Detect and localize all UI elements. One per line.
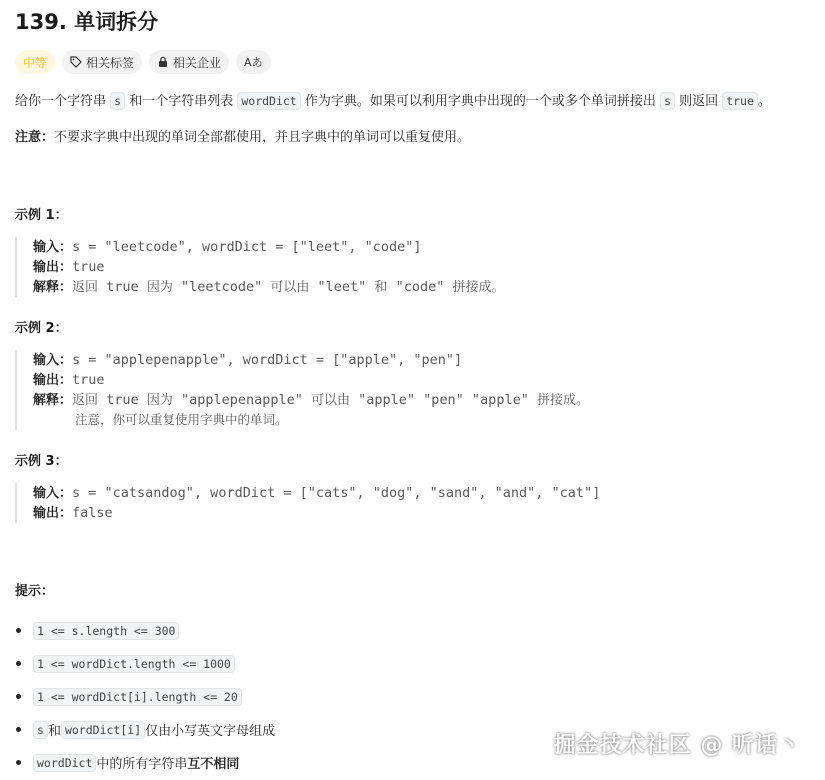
translate-icon: Aあ [244, 56, 263, 69]
tag-icon [70, 56, 82, 68]
example-3-block [15, 483, 600, 523]
explain-text: 返回 [72, 280, 99, 295]
topics-label: 相关标签 [86, 55, 135, 70]
explain-note-line: 注意，你可以重复使用字典中的单词。 [75, 412, 288, 427]
desc-text: 则返回 [674, 94, 723, 109]
topics-tag-button[interactable] [62, 50, 142, 74]
explain-text: 因为 [146, 280, 173, 295]
inline-code: s [110, 92, 125, 110]
desc-text: 作为字典。如果可以利用字典中出现的一个或多个单词拼接出 [300, 94, 660, 109]
example-explain-line [33, 390, 589, 410]
note-paragraph [15, 128, 470, 148]
inline-code: true [722, 92, 758, 110]
example-2-block [15, 350, 589, 430]
watermark: 掘金技术社区 @ 听话丶 [553, 733, 801, 758]
output-label: 输出： [33, 260, 73, 275]
constraint-text: 仅由小写英文字母组成 [145, 724, 276, 739]
explain-text: 返回 [72, 393, 99, 408]
constraint-emphasis: 互不相同 [187, 757, 240, 772]
explain-text: 可以由 [311, 393, 351, 408]
constraint-code: 1 <= wordDict[i].length <= 20 [33, 688, 242, 706]
difficulty-badge [15, 50, 55, 74]
example-2-heading: 示例 2： [15, 321, 68, 336]
note-text: 不要求字典中出现的单词全部都使用，并且字典中的单词可以重复使用。 [54, 130, 471, 145]
note-label: 注意： [15, 130, 55, 145]
example-output-line [33, 503, 600, 523]
input-label: 输入： [33, 353, 73, 368]
inline-code: s [660, 92, 675, 110]
constraint-text: 和 [47, 724, 61, 739]
output-value: true [72, 372, 105, 388]
constraint-code: s [33, 721, 48, 739]
desc-text: 。 [757, 94, 771, 109]
output-label: 输出： [33, 373, 73, 388]
explain-code: "apple" "pen" "apple" [350, 392, 537, 408]
constraint-item [15, 680, 275, 713]
constraint-code: 1 <= s.length <= 300 [33, 622, 179, 640]
output-value: false [72, 505, 113, 521]
example-input-line [33, 237, 504, 257]
tag-bar [15, 50, 271, 74]
constraints-list [15, 614, 275, 779]
explain-text: 可以由 [270, 280, 310, 295]
explain-label: 解释： [33, 393, 73, 408]
example-input-line [33, 483, 600, 503]
problem-description [15, 91, 771, 112]
companies-tag-button[interactable] [149, 50, 229, 74]
input-label: 输入： [33, 240, 73, 255]
constraint-item [15, 713, 275, 746]
example-3-heading: 示例 3： [15, 454, 68, 469]
input-value: s = "applepenapple", wordDict = ["apple", "pen"] [72, 352, 463, 368]
explain-text: 和 [374, 280, 388, 295]
explain-text: 拼接成。 [536, 393, 589, 408]
translate-font-button[interactable] [236, 50, 271, 74]
input-value: s = "catsandog", wordDict = ["cats", "dog", "sand", "and", "cat"] [72, 485, 601, 501]
output-value: true [72, 259, 105, 275]
desc-text: 给你一个字符串 [15, 94, 111, 109]
constraint-item [15, 647, 275, 680]
constraint-code: wordDict[i] [61, 721, 145, 739]
explain-text: 因为 [146, 393, 173, 408]
example-1-block [15, 237, 504, 297]
explain-code: "applepenapple" [172, 392, 311, 408]
example-explain-line [33, 277, 504, 297]
example-1-heading: 示例 1： [15, 208, 68, 223]
example-output-line [33, 370, 589, 390]
lock-icon [157, 56, 169, 68]
constraint-text: 中的所有字符串 [96, 757, 188, 772]
constraints-heading: 提示： [15, 584, 55, 599]
input-label: 输入： [33, 486, 73, 501]
explain-label: 解释： [33, 280, 73, 295]
constraint-item [15, 614, 275, 647]
explain-code: "leetcode" [172, 279, 271, 295]
companies-label: 相关企业 [173, 55, 222, 70]
difficulty-label: 中等 [23, 55, 48, 70]
explain-code: "code" [387, 279, 453, 295]
constraint-item [15, 746, 275, 779]
explain-code: true [98, 392, 147, 408]
desc-text: 和一个字符串列表 [125, 94, 238, 109]
inline-code: wordDict [237, 92, 300, 110]
constraint-code: wordDict [33, 754, 96, 772]
example-output-line [33, 257, 504, 277]
explain-code: true [98, 279, 147, 295]
problem-title: 139. 单词拆分 [15, 10, 159, 34]
constraint-code: 1 <= wordDict.length <= 1000 [33, 655, 235, 673]
example-input-line [33, 350, 589, 370]
output-label: 输出： [33, 506, 73, 521]
explain-text: 拼接成。 [452, 280, 505, 295]
explain-code: "leet" [309, 279, 375, 295]
input-value: s = "leetcode", wordDict = ["leet", "code"] [72, 239, 422, 255]
